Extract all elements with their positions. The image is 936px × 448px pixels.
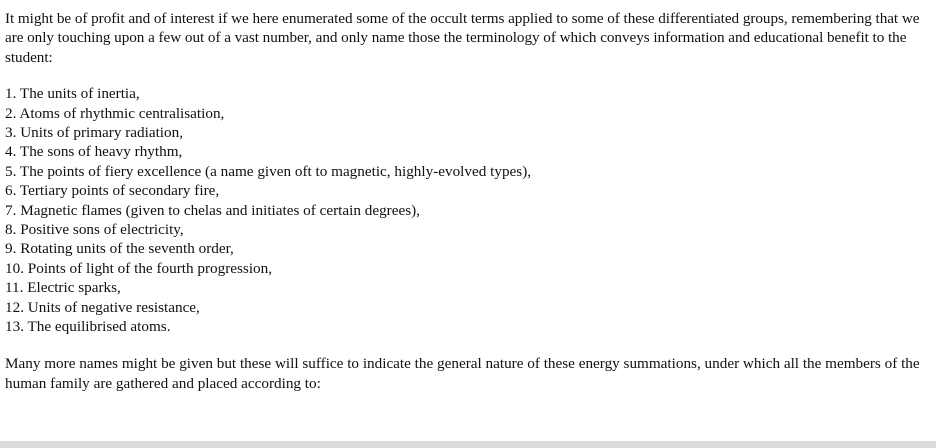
list-item: 7. Magnetic flames (given to chelas and initiates of certain degrees), <box>5 201 420 219</box>
list-item: 11. Electric sparks, <box>5 279 121 297</box>
list-item: 4. The sons of heavy rhythm, <box>5 143 183 161</box>
occult-terms-list <box>5 84 931 336</box>
list-item: 10. Points of light of the fourth progression, <box>5 259 273 277</box>
list-item: 13. The equilibrised atoms. <box>5 317 171 335</box>
list-item: 2. Atoms of rhythmic centralisation, <box>5 104 225 122</box>
list-item: 3. Units of primary radiation, <box>5 124 183 141</box>
list-item: 12. Units of negative resistance, <box>5 298 200 316</box>
list-item: 9. Rotating units of the seventh order, <box>5 240 234 258</box>
list-item: 6. Tertiary points of secondary fire, <box>5 182 220 200</box>
list-item: 1. The units of inertia, <box>5 85 140 103</box>
document-body <box>5 9 931 393</box>
intro-paragraph: It might be of profit and of interest if we here enumerated some of the occult terms applied to some of these differentiated groups, remembering that we are only touching upon a few out of a vast number, and only name those the terminology of which conveys information and educational benefit to the student: <box>5 10 920 66</box>
list-item: 5. The points of fiery excellence (a name given oft to magnetic, highly-evolved types), <box>5 162 532 180</box>
list-item: 8. Positive sons of electricity, <box>5 220 184 238</box>
closing-paragraph: Many more names might be given but these will suffice to indicate the general nature of these energy summations, under which all the members of the human family are gathered and placed according to: <box>5 355 920 392</box>
bottom-divider <box>0 441 936 448</box>
